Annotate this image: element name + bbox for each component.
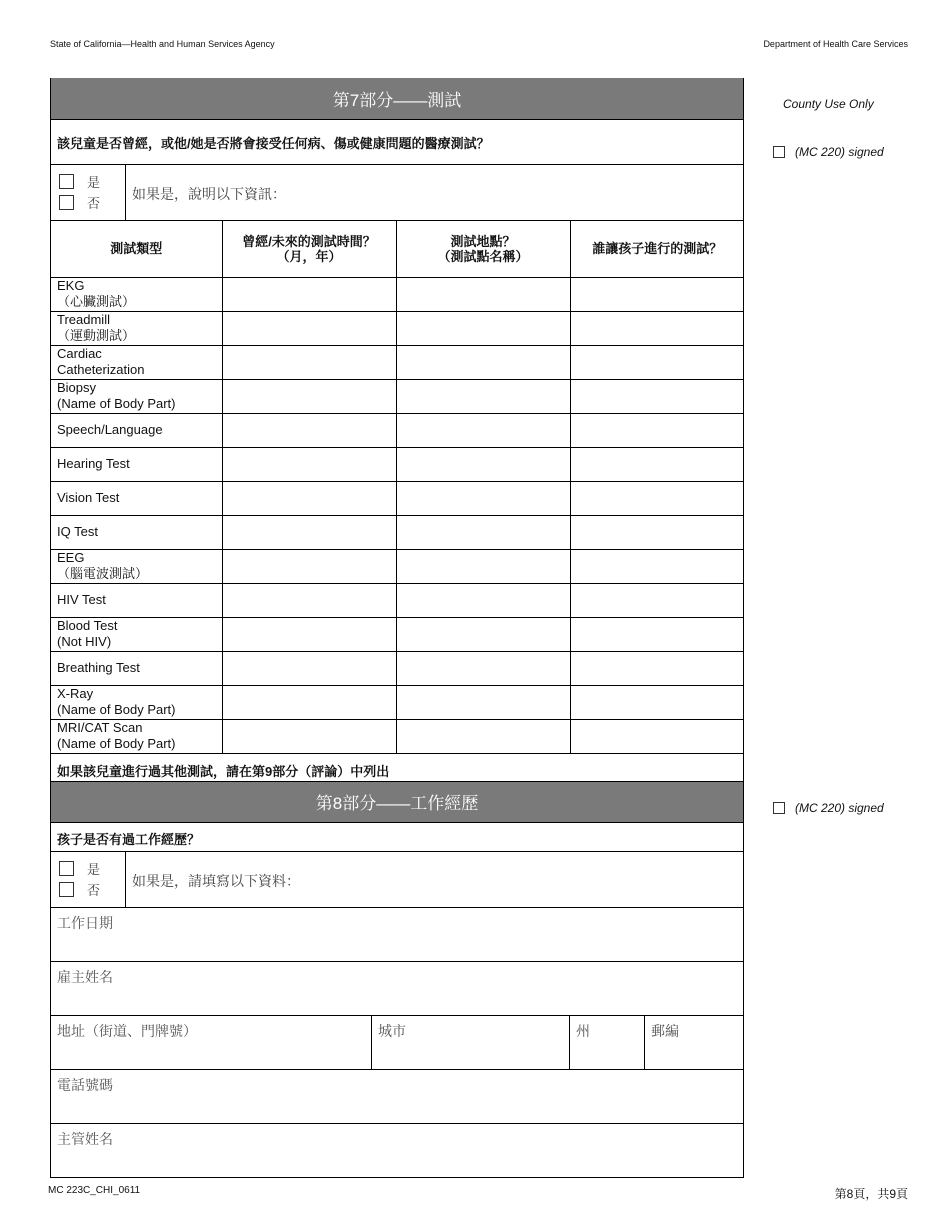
city-label: 城市: [378, 1022, 406, 1039]
supervisor-label: 主管姓名: [57, 1130, 113, 1147]
test-type-detail: (Not HIV): [57, 634, 112, 649]
section7-if-yes: 如果是，說明以下資訊：: [132, 186, 286, 202]
zip-field[interactable]: [645, 1016, 743, 1069]
test-place-cell[interactable]: [396, 311, 570, 345]
test-who-cell[interactable]: [570, 413, 744, 447]
test-row: [51, 549, 744, 583]
test-place-cell[interactable]: [396, 379, 570, 413]
county-signed-1-label: (MC 220) signed: [795, 145, 884, 159]
test-place-cell[interactable]: [396, 583, 570, 617]
phone-row: [51, 1070, 743, 1124]
test-type-cell: [51, 413, 222, 447]
test-row: [51, 617, 744, 651]
tests-table: [51, 221, 744, 754]
test-who-cell[interactable]: [570, 345, 744, 379]
test-type-cell: [51, 379, 222, 413]
col-test-type: 測試類型: [51, 221, 222, 277]
test-who-cell[interactable]: [570, 379, 744, 413]
test-place-cell[interactable]: [396, 719, 570, 753]
test-time-cell[interactable]: [222, 311, 396, 345]
supervisor-row: [51, 1124, 743, 1178]
test-place-cell[interactable]: [396, 515, 570, 549]
test-type-detail: （腦電波測試）: [57, 566, 149, 581]
test-type-detail: (Name of Body Part): [57, 736, 176, 751]
test-who-cell[interactable]: [570, 719, 744, 753]
form-id: MC 223C_CHI_0611: [48, 1185, 141, 1196]
test-row: [51, 515, 744, 549]
section8-yes-no: [51, 852, 743, 908]
col-test-time: 曾經/未來的測試時間？ （月，年）: [222, 221, 396, 277]
test-type-name: X-Ray: [57, 686, 94, 701]
test-type-name: EKG: [57, 278, 85, 293]
section7-yes-no-box: [51, 165, 126, 220]
test-who-cell[interactable]: [570, 515, 744, 549]
test-who-cell[interactable]: [570, 311, 744, 345]
section7-yes-checkbox[interactable]: [59, 174, 74, 189]
section7-no-checkbox[interactable]: [59, 195, 74, 210]
employer-name-label: 雇主姓名: [57, 968, 113, 985]
test-type-cell: [51, 481, 222, 515]
test-time-cell[interactable]: [222, 685, 396, 719]
test-row: [51, 447, 744, 481]
section8-yes-no-box: [51, 852, 126, 907]
test-type-detail: （心臟測試）: [57, 294, 136, 309]
test-type-detail: （運動測試）: [57, 328, 136, 343]
work-dates-row: [51, 908, 743, 962]
test-type-name: EEG: [57, 550, 85, 565]
test-place-cell[interactable]: [396, 617, 570, 651]
test-place-cell[interactable]: [396, 413, 570, 447]
test-row: [51, 719, 744, 753]
test-who-cell[interactable]: [570, 651, 744, 685]
work-dates-field[interactable]: [51, 908, 743, 961]
test-time-cell[interactable]: [222, 481, 396, 515]
test-type-cell: [51, 515, 222, 549]
state-field[interactable]: [570, 1016, 645, 1069]
county-signed-2: [773, 801, 884, 815]
test-row: [51, 345, 744, 379]
test-who-cell[interactable]: [570, 549, 744, 583]
county-signed-2-checkbox[interactable]: [773, 802, 785, 814]
phone-field[interactable]: [51, 1070, 743, 1123]
test-type-detail: (Name of Body Part): [57, 702, 176, 717]
section7-yes-no: [51, 165, 743, 221]
test-type-name: Breathing Test: [57, 660, 140, 675]
test-place-cell[interactable]: [396, 447, 570, 481]
test-time-cell[interactable]: [222, 447, 396, 481]
test-type-cell: [51, 311, 222, 345]
test-type-name: IQ Test: [57, 524, 98, 539]
test-time-cell[interactable]: [222, 583, 396, 617]
address-field[interactable]: [51, 1016, 372, 1069]
test-type-cell: [51, 583, 222, 617]
county-use-only-title: County Use Only: [783, 97, 874, 111]
department-header: Department of Health Care Services: [763, 39, 908, 49]
test-who-cell[interactable]: [570, 583, 744, 617]
other-tests-note: 如果該兒童進行過其他測試，請在第9部分（評論）中列出: [51, 754, 743, 782]
test-type-detail: (Name of Body Part): [57, 396, 176, 411]
test-time-cell[interactable]: [222, 719, 396, 753]
section8-if-yes: 如果是，請填寫以下資料：: [132, 872, 300, 889]
test-type-cell: [51, 719, 222, 753]
test-time-cell[interactable]: [222, 345, 396, 379]
test-time-cell[interactable]: [222, 515, 396, 549]
section8-yes-label: 是: [87, 861, 101, 877]
test-time-cell[interactable]: [222, 549, 396, 583]
col-test-who: 誰讓孩子進行的測試？: [570, 221, 744, 277]
test-row: [51, 481, 744, 515]
work-dates-label: 工作日期: [57, 914, 113, 931]
test-type-name: Hearing Test: [57, 456, 130, 471]
phone-label: 電話號碼: [57, 1076, 113, 1093]
test-who-cell[interactable]: [570, 685, 744, 719]
section7-title: 第7部分——測試: [51, 78, 743, 120]
test-time-cell[interactable]: [222, 277, 396, 311]
zip-label: 郵編: [651, 1022, 679, 1039]
test-type-name: Treadmill: [57, 312, 110, 327]
test-time-cell[interactable]: [222, 379, 396, 413]
test-row: [51, 651, 744, 685]
test-who-cell[interactable]: [570, 617, 744, 651]
test-type-cell: [51, 447, 222, 481]
test-row: [51, 685, 744, 719]
col-test-place: 測試地點？ （測試點名稱）: [396, 221, 570, 277]
test-type-detail: Catheterization: [57, 362, 145, 377]
test-time-cell[interactable]: [222, 413, 396, 447]
test-type-cell: [51, 549, 222, 583]
test-place-cell[interactable]: [396, 345, 570, 379]
section7-question: 該兒童是否曾經，或他/她是否將會接受任何病、傷或健康問題的醫療測試？: [51, 120, 743, 165]
test-type-name: Biopsy: [57, 380, 97, 395]
city-field[interactable]: [372, 1016, 570, 1069]
test-type-name: HIV Test: [57, 592, 106, 607]
test-time-cell[interactable]: [222, 651, 396, 685]
test-type-cell: [51, 617, 222, 651]
section8-question: 孩子是否有過工作經歷？: [51, 823, 743, 852]
test-place-cell[interactable]: [396, 277, 570, 311]
test-type-cell: [51, 651, 222, 685]
test-type-cell: [51, 277, 222, 311]
section7-no-label: 否: [87, 196, 101, 211]
section8-yes-checkbox[interactable]: [59, 861, 74, 876]
section8-title: 第8部分——工作經歷: [51, 782, 743, 823]
test-place-cell[interactable]: [396, 685, 570, 719]
state-label: 州: [576, 1022, 590, 1039]
county-signed-1-checkbox[interactable]: [773, 146, 785, 158]
test-row: [51, 379, 744, 413]
section8-no-checkbox[interactable]: [59, 882, 74, 897]
test-type-name: Cardiac: [57, 346, 102, 361]
section8-no-label: 否: [87, 882, 101, 898]
test-type-name: Blood Test: [57, 618, 118, 633]
test-who-cell[interactable]: [570, 277, 744, 311]
test-type-name: MRI/CAT Scan: [57, 720, 143, 735]
address-row: [51, 1016, 743, 1070]
address-label: 地址（街道、門牌號）: [57, 1022, 197, 1039]
test-place-cell[interactable]: [396, 549, 570, 583]
test-type-name: Speech/Language: [57, 422, 163, 437]
county-signed-1: [773, 145, 884, 159]
test-type-cell: [51, 345, 222, 379]
test-time-cell[interactable]: [222, 617, 396, 651]
employer-name-field[interactable]: [51, 962, 743, 1015]
test-place-cell[interactable]: [396, 651, 570, 685]
test-row: [51, 413, 744, 447]
section7-yes-label: 是: [87, 175, 101, 190]
test-row: [51, 583, 744, 617]
test-row: [51, 277, 744, 311]
test-who-cell[interactable]: [570, 481, 744, 515]
test-place-cell[interactable]: [396, 481, 570, 515]
test-who-cell[interactable]: [570, 447, 744, 481]
tests-header-row: [51, 221, 744, 277]
test-type-name: Vision Test: [57, 490, 120, 505]
county-signed-2-label: (MC 220) signed: [795, 801, 884, 815]
employer-row: [51, 962, 743, 1016]
test-row: [51, 311, 744, 345]
agency-header: State of California—Health and Human Services Agency: [50, 39, 275, 49]
supervisor-field[interactable]: [51, 1124, 743, 1177]
test-type-cell: [51, 685, 222, 719]
form-main: [50, 78, 744, 1178]
page-number: 第8頁，共9頁: [834, 1187, 908, 1201]
